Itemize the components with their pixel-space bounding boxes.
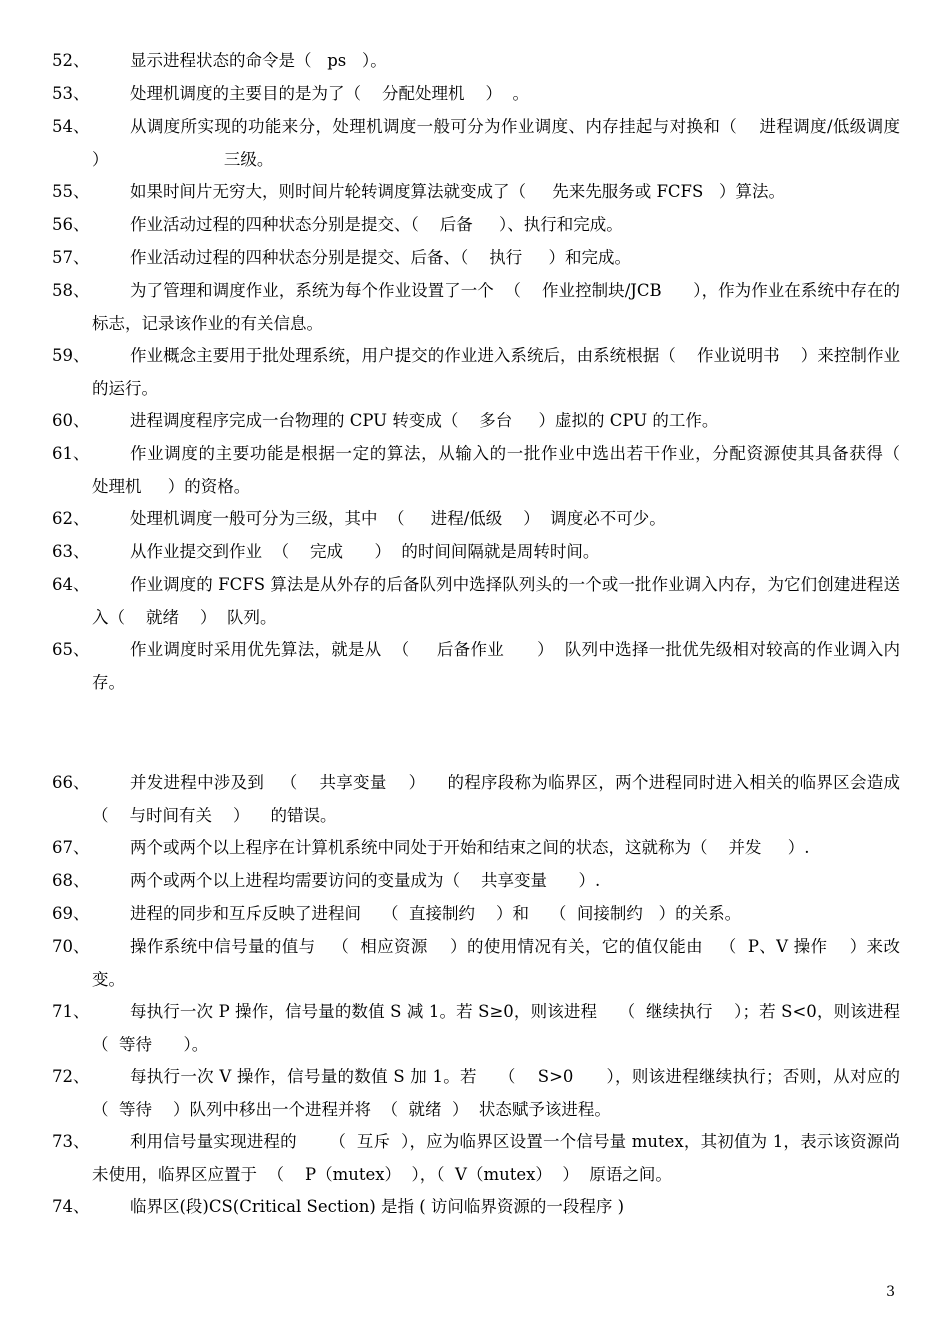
question-text: 两个或两个以上进程均需要访问的变量成为（ 共享变量 ）. bbox=[130, 871, 601, 890]
question-text: 作业调度的主要功能是根据一定的算法，从输入的一批作业中选出若干作业，分配资源使其具备获得（ 处理机 ）的资格。 bbox=[92, 444, 921, 496]
question-text: 操作系统中信号量的值与 （ 相应资源 ）的使用情况有关，它的值仅能由 （ P、V 操作 ）来改变。 bbox=[92, 937, 900, 989]
question-text: 为了管理和调度作业，系统为每个作业设置了一个 （ 作业控制块/JCB ），作为作业在系统中存在的标志，记录该作业的有关信息。 bbox=[92, 281, 900, 333]
question-number: 63、 bbox=[52, 542, 90, 561]
question-text: 从作业提交到作业 （ 完成 ） 的时间间隔就是周转时间。 bbox=[130, 542, 600, 561]
question-number: 52、 bbox=[52, 51, 90, 70]
question-item bbox=[52, 931, 900, 996]
question-number: 71、 bbox=[52, 1002, 90, 1021]
question-text: 作业调度的 FCFS 算法是从外存的后备队列中选择队列头的一个或一批作业调入内存，为它们创建进程送入（ 就绪 ） 队列。 bbox=[92, 575, 900, 627]
question-item bbox=[52, 438, 921, 503]
question-item bbox=[52, 1061, 921, 1126]
question-number: 58、 bbox=[52, 281, 90, 300]
question-item bbox=[52, 634, 900, 699]
question-number: 59、 bbox=[52, 346, 90, 365]
question-text: 利用信号量实现进程的 （ 互斥 ），应为临界区设置一个信号量 mutex，其初值为 1，表示该资源尚未使用，临界区应置于 （ P（mutex） ），（ V（mutex） ） 原语之间。 bbox=[92, 1132, 900, 1184]
question-text: 每执行一次 P 操作，信号量的数值 S 减 1。若 S≥0，则该进程 （ 继续执行 ）；若 S<0，则该进程 （ 等待 ）。 bbox=[92, 1002, 921, 1054]
question-text: 每执行一次 V 操作，信号量的数值 S 加 1。若 （ S>0 ），则该进程继续执行；否则，从对应的 （ 等待 ）队列中移出一个进程并将 （ 就绪 ） 状态赋予该进程。 bbox=[92, 1067, 921, 1119]
question-text: 并发进程中涉及到 （ 共享变量 ） 的程序段称为临界区，两个进程同时进入相关的临界区会造成 （ 与时间有关 ） 的错误。 bbox=[92, 773, 911, 825]
question-text: 显示进程状态的命令是（ ps ）。 bbox=[130, 51, 387, 70]
question-item bbox=[52, 242, 900, 275]
question-item bbox=[52, 503, 900, 536]
question-number: 69、 bbox=[52, 904, 90, 923]
question-text: 如果时间片无穷大，则时间片轮转调度算法就变成了（ 先来先服务或 FCFS ）算法。 bbox=[130, 182, 786, 201]
question-text: 作业活动过程的四种状态分别是提交、（ 后备 ）、执行和完成。 bbox=[130, 215, 623, 234]
question-text: 进程调度程序完成一台物理的 CPU 转变成（ 多台 ）虚拟的 CPU 的工作。 bbox=[130, 411, 719, 430]
question-number: 57、 bbox=[52, 248, 90, 267]
question-text: 处理机调度的主要目的是为了（ 分配处理机 ） 。 bbox=[130, 84, 529, 103]
question-item bbox=[52, 1191, 900, 1224]
question-number: 60、 bbox=[52, 411, 90, 430]
question-number: 55、 bbox=[52, 182, 90, 201]
question-item bbox=[52, 275, 900, 340]
question-number: 53、 bbox=[52, 84, 90, 103]
question-item bbox=[52, 1126, 900, 1191]
question-item bbox=[52, 832, 900, 865]
question-text: 作业概念主要用于批处理系统，用户提交的作业进入系统后，由系统根据（ 作业说明书 ）来控制作业的运行。 bbox=[92, 346, 900, 398]
question-item bbox=[52, 898, 900, 931]
question-number: 65、 bbox=[52, 640, 90, 659]
question-text: 从调度所实现的功能来分，处理机调度一般可分为作业调度、内存挂起与对换和（ 进程调度/低级调度 ） 三级。 bbox=[92, 117, 927, 169]
question-text: 临界区(段)CS(Critical Section) 是指 ( 访问临界资源的一段程序 ) bbox=[130, 1197, 625, 1216]
question-item bbox=[52, 767, 911, 832]
question-text: 处理机调度一般可分为三级，其中 （ 进程/低级 ） 调度必不可少。 bbox=[130, 509, 666, 528]
question-item bbox=[52, 176, 900, 209]
question-number: 74、 bbox=[52, 1197, 90, 1216]
question-item bbox=[52, 209, 900, 242]
question-item bbox=[52, 865, 900, 898]
question-item bbox=[52, 45, 900, 78]
question-item bbox=[52, 340, 900, 405]
question-number: 68、 bbox=[52, 871, 90, 890]
question-number: 54、 bbox=[52, 117, 90, 136]
question-item bbox=[52, 111, 927, 176]
question-text: 两个或两个以上程序在计算机系统中同处于开始和结束之间的状态，这就称为（ 并发 ）. bbox=[130, 838, 810, 857]
question-number: 72、 bbox=[52, 1067, 90, 1086]
question-text: 进程的同步和互斥反映了进程间 （ 直接制约 ）和 （ 间接制约 ）的关系。 bbox=[130, 904, 742, 923]
question-item bbox=[52, 536, 900, 569]
question-number: 61、 bbox=[52, 444, 90, 463]
question-text: 作业活动过程的四种状态分别是提交、后备、（ 执行 ）和完成。 bbox=[130, 248, 631, 267]
question-item bbox=[52, 569, 900, 634]
question-number: 56、 bbox=[52, 215, 90, 234]
question-text: 作业调度时采用优先算法，就是从 （ 后备作业 ） 队列中选择一批优先级相对较高的作业调入内存。 bbox=[92, 640, 900, 692]
question-number: 70、 bbox=[52, 937, 90, 956]
question-item bbox=[52, 996, 921, 1061]
question-number: 67、 bbox=[52, 838, 90, 857]
question-number: 66、 bbox=[52, 773, 90, 792]
question-item bbox=[52, 78, 900, 111]
page-number: 3 bbox=[886, 1284, 895, 1300]
question-number: 73、 bbox=[52, 1132, 90, 1151]
question-number: 64、 bbox=[52, 575, 90, 594]
question-number: 62、 bbox=[52, 509, 90, 528]
question-item bbox=[52, 405, 900, 438]
